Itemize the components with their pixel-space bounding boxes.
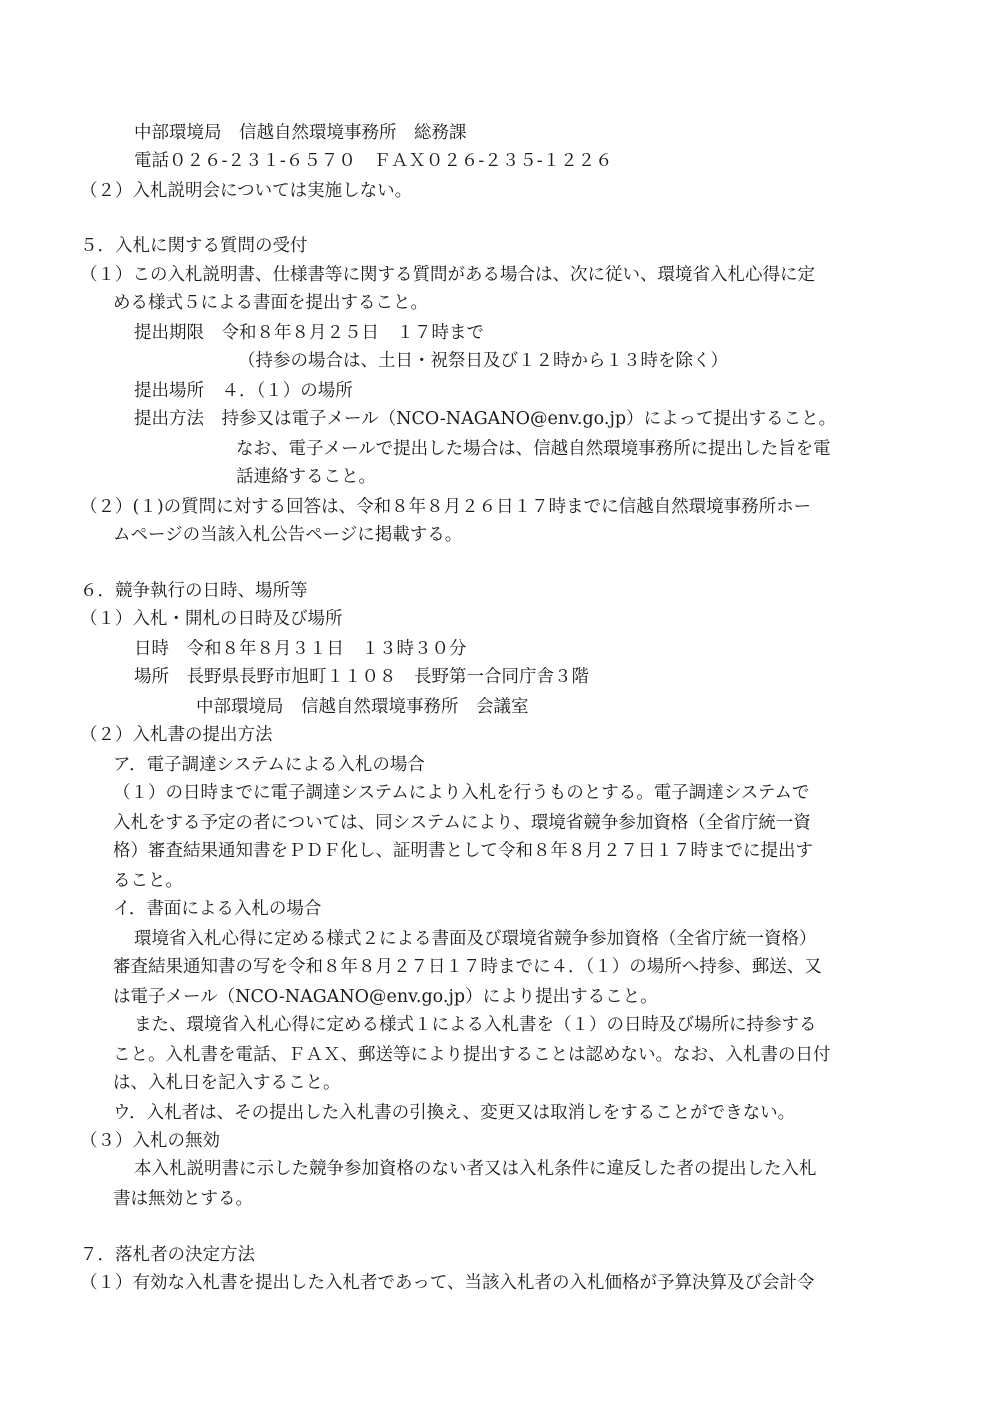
bid-datetime: 日時 令和８年８月３１日 １３時３０分 [134, 639, 467, 659]
item-6-3-line1: 本入札説明書に示した競争参加資格のない者又は入札条件に違反した者の提出した入札 [134, 1159, 817, 1179]
item-4-2: （２）入札説明会については実施しない。 [80, 181, 413, 201]
submission-deadline-note: （持参の場合は、土日・祝祭日及び１２時から１３時を除く） [238, 351, 728, 371]
item-6-3-line2: 書は無効とする。 [113, 1189, 253, 1209]
section-5-heading: ５．入札に関する質問の受付 [80, 236, 308, 256]
section-7-heading: ７．落札者の決定方法 [80, 1245, 255, 1265]
item-6-2-i-line5: こと。入札書を電話、ＦＡＸ、郵送等により提出することは認めない。なお、入札書の日付 [113, 1045, 831, 1065]
submission-deadline: 提出期限 令和８年８月２５日 １７時まで [134, 323, 484, 343]
item-7-1-line1: （１）有効な入札書を提出した入札者であって、当該入札者の入札価格が予算決算及び会計令 [80, 1273, 815, 1293]
item-6-2-u: ウ．入札者は、その提出した入札書の引換え、変更又は取消しをすることができない。 [113, 1103, 796, 1123]
item-5-1-line1: （１）この入札説明書、仕様書等に関する質問がある場合は、次に従い、環境省入札心得に定 [80, 265, 815, 285]
item-6-2-i-line4: また、環境省入札心得に定める様式１による入札書を（１）の日時及び場所に持参する [134, 1015, 817, 1035]
item-6-2-a-heading: ア．電子調達システムによる入札の場合 [113, 755, 425, 775]
item-6-2-i-line3: は電子メール（NCO-NAGANO@env.go.jp）により提出すること。 [113, 987, 658, 1007]
item-6-2-a-line2: 入札をする予定の者については、同システムにより、環境省競争参加資格（全省庁統一資 [113, 813, 811, 833]
item-6-2-a-line4: ること。 [113, 871, 183, 891]
item-6-2-i-heading: イ．書面による入札の場合 [113, 899, 322, 919]
item-6-2: （２）入札書の提出方法 [80, 725, 273, 745]
contact-phone-fax: 電話０２６-２３１-６５７０ ＦＡＸ０２６-２３５-１２２６ [134, 151, 613, 171]
item-6-2-i-line6: は、入札日を記入すること。 [113, 1073, 341, 1093]
item-6-2-i-line1: 環境省入札心得に定める様式２による書面及び環境省競争参加資格（全省庁統一資格） [134, 929, 817, 949]
item-5-1-line2: める様式５による書面を提出すること。 [113, 293, 428, 313]
submission-method-note-line1: なお、電子メールで提出した場合は、信越自然環境事務所に提出した旨を電 [236, 439, 831, 459]
section-6-heading: ６．競争執行の日時、場所等 [80, 581, 308, 601]
item-6-2-a-line3: 格）審査結果通知書をＰＤＦ化し、証明書として令和８年８月２７日１７時までに提出す [113, 841, 813, 861]
bid-place-room: 中部環境局 信越自然環境事務所 会議室 [196, 697, 529, 717]
submission-place: 提出場所 ４．（１）の場所 [134, 381, 353, 401]
bid-place: 場所 長野県長野市旭町１１０８ 長野第一合同庁舎３階 [134, 667, 589, 687]
item-5-2-line2: ムページの当該入札公告ページに掲載する。 [113, 525, 463, 545]
item-6-3: （３）入札の無効 [80, 1131, 220, 1151]
contact-office: 中部環境局 信越自然環境事務所 総務課 [134, 123, 467, 143]
submission-method-note-line2: 話連絡すること。 [236, 467, 376, 487]
item-5-2-line1: （２）(１)の質問に対する回答は、令和８年８月２６日１７時までに信越自然環境事務所ホー [80, 497, 812, 517]
item-6-2-a-line1: （１）の日時までに電子調達システムにより入札を行うものとする。電子調達システムで [113, 783, 810, 803]
submission-method: 提出方法 持参又は電子メール（NCO-NAGANO@env.go.jp）によって提出すること。 [134, 409, 837, 429]
item-6-1: （１）入札・開札の日時及び場所 [80, 609, 343, 629]
item-6-2-i-line2: 審査結果通知書の写を令和８年８月２７日１７時までに４．（１）の場所へ持参、郵送、又 [113, 957, 822, 977]
